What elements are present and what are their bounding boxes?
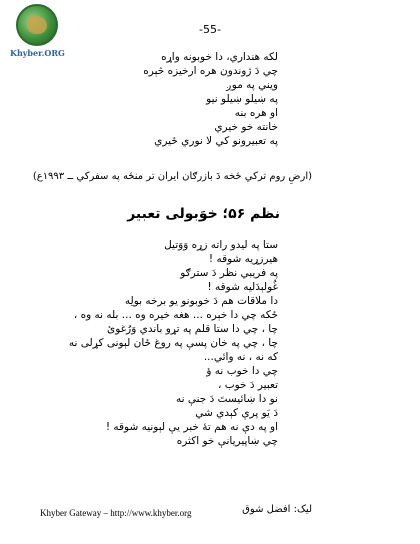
opening-stanza (18, 50, 278, 148)
poem-line: ځکه چي دا خېره ... هغه خيره وه ... بله نه وه ، (73, 309, 278, 321)
poem-body (0, 238, 278, 448)
poem-line: غُولېدَليه شوقه ! (207, 281, 278, 293)
poem-line: ستا په ليدو راته زړه وَوَتيل (164, 239, 278, 251)
poem-line: چي دا خوب نه ؤ (206, 365, 278, 377)
stanza-line: په ښيلو ښيلو نيو (206, 93, 278, 105)
poem-line: که نه ، نه وائي... (203, 351, 278, 363)
poem-line: چي ښاپيريانې خو اکثره (176, 435, 278, 447)
stanza-line: ويني په موږ (226, 79, 278, 91)
stanza-line: خانته خو خيري (214, 121, 278, 133)
poem-line: په فريبي نظر دَ سترګو (180, 267, 278, 279)
poem-line: دَ يَو پرې کېدي شي (195, 407, 278, 419)
stanza-line: او هره بنه (234, 107, 278, 119)
poem-line: دا ملاقات هم دَ خوبونو يو برخه بولِه (124, 295, 278, 307)
poem-line: نو دا ښائيستَ دَ جنې نه (175, 393, 278, 405)
poem-line: او په دې نه هم تهٔ خبر يې لېونيه شوقه ! (105, 421, 278, 433)
stanza-line: په تعبيرونو کي لا نوري ځيري (154, 135, 278, 147)
logo-caption: Khyber.ORG (10, 48, 65, 58)
poem-line: هيرزړيه شوقه ! (208, 253, 278, 265)
source-note: (ارضِ روم ترکي ځخه دَ بازرګان ايران تر منځه په سفرکي ــ ۱۹۹۳ع) (32, 171, 312, 182)
footer-website: Khyber Gateway – http://www.khyber.org (40, 508, 192, 518)
poem-title: نظم ۵۶؛ خوَبولی تعبیر (127, 206, 280, 222)
poem-line: چا ، چي دا ستا قلم په تړو باندي وَرُغوئ (107, 323, 278, 335)
stanza-line: چي دَ ژوندون هره ارخيزه څېره (143, 65, 278, 77)
stanza-line: لکه هنداري، دا خوبونه واړه (161, 51, 278, 63)
poem-line: چا ، چي په خان پسې په روغ ځان لېونی کړلی نه (68, 337, 278, 349)
poem-line: تعبير دَ خوب ، (218, 379, 278, 391)
footer-author: ليک: افضل شوق (242, 504, 312, 515)
page-number: -55- (199, 23, 221, 36)
